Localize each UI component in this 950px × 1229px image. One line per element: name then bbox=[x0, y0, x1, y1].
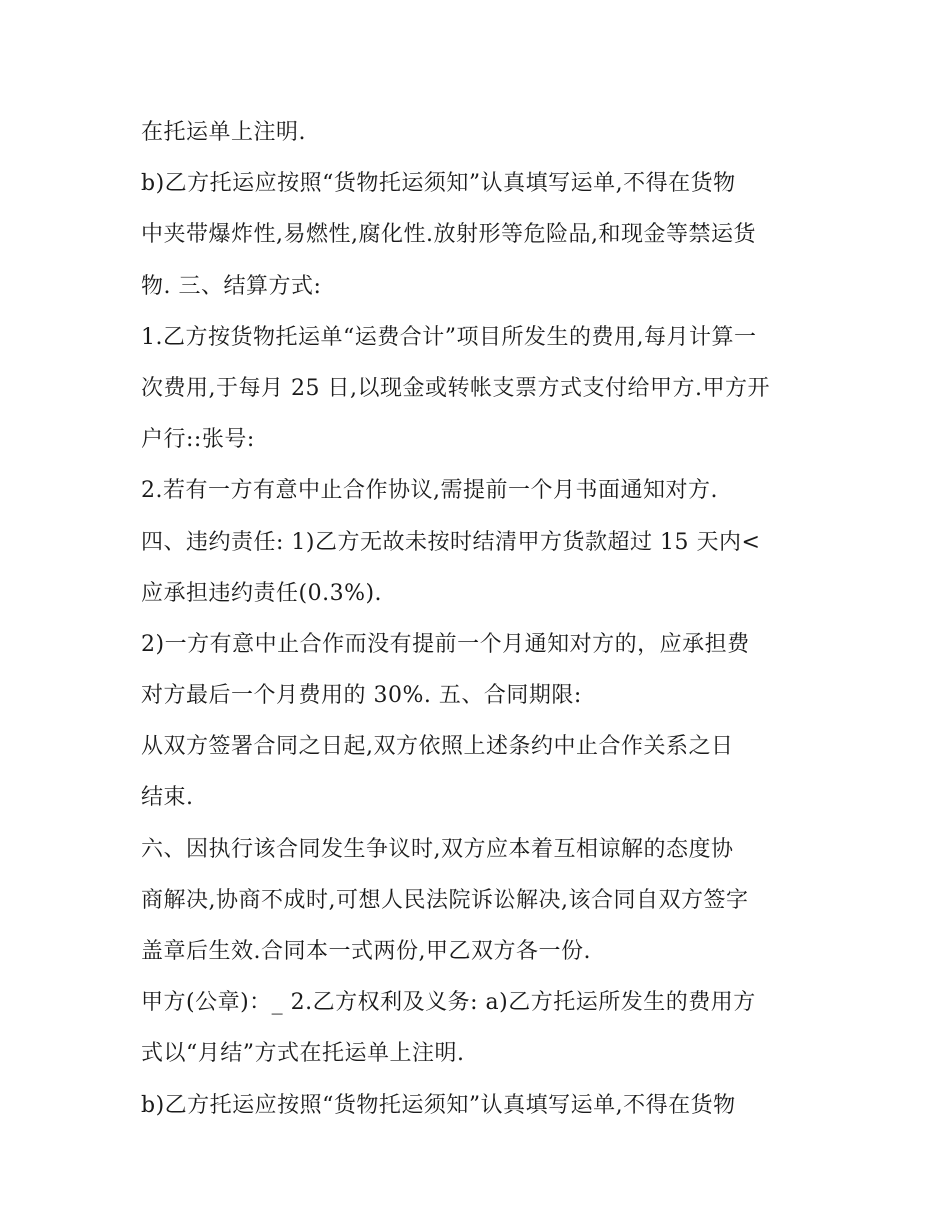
text-line: b)乙方托运应按照“货物托运须知”认真填写运单,不得在货物 bbox=[141, 171, 736, 197]
document-body bbox=[141, 107, 821, 1131]
text-line: 甲方(公章)：_ 2.乙方权利及义务: a)乙方托运所发生的费用方 bbox=[141, 990, 756, 1016]
text-line: 户行::张号: bbox=[141, 427, 255, 453]
text-line: 四、违约责任: 1)乙方无故未按时结清甲方货款超过 15 天内< bbox=[141, 529, 761, 555]
text-line: b)乙方托运应按照“货物托运须知”认真填写运单,不得在货物 bbox=[141, 1092, 736, 1118]
text-line: 在托运单上注明. bbox=[141, 120, 306, 145]
text-line: 盖章后生效.合同本一式两份,甲乙双方各一份. bbox=[141, 939, 591, 964]
text-line: 中夹带爆炸性,易燃性,腐化性.放射形等危险品,和现金等禁运货 bbox=[141, 222, 756, 248]
text-line: 商解决,协商不成时,可想人民法院诉讼解决,该合同自双方签字 bbox=[141, 887, 749, 913]
text-line: 式以“月结”方式在托运单上注明. bbox=[141, 1041, 465, 1067]
text-line: 2.若有一方有意中止合作协议,需提前一个月书面通知对方. bbox=[141, 478, 718, 504]
text-line: 六、因执行该合同发生争议时,双方应本着互相谅解的态度协 bbox=[141, 836, 734, 862]
text-line: 结束. bbox=[141, 785, 194, 811]
text-line: 从双方签署合同之日起,双方依照上述条约中止合作关系之日 bbox=[141, 734, 734, 760]
text-line: 对方最后一个月费用的 30%. 五、合同期限: bbox=[141, 683, 582, 709]
text-line: 2)一方有意中止合作而没有提前一个月通知对方的，应承担费 bbox=[141, 631, 750, 657]
text-line: 物. 三、结算方式: bbox=[141, 273, 322, 299]
text-line: 次费用,于每月 25 日,以现金或转帐支票方式支付给甲方.甲方开 bbox=[141, 375, 770, 401]
text-line: 1.乙方按货物托运单“运费合计”项目所发生的费用,每月计算一 bbox=[141, 324, 757, 350]
text-line: 应承担违约责任(0.3%). bbox=[141, 580, 383, 606]
